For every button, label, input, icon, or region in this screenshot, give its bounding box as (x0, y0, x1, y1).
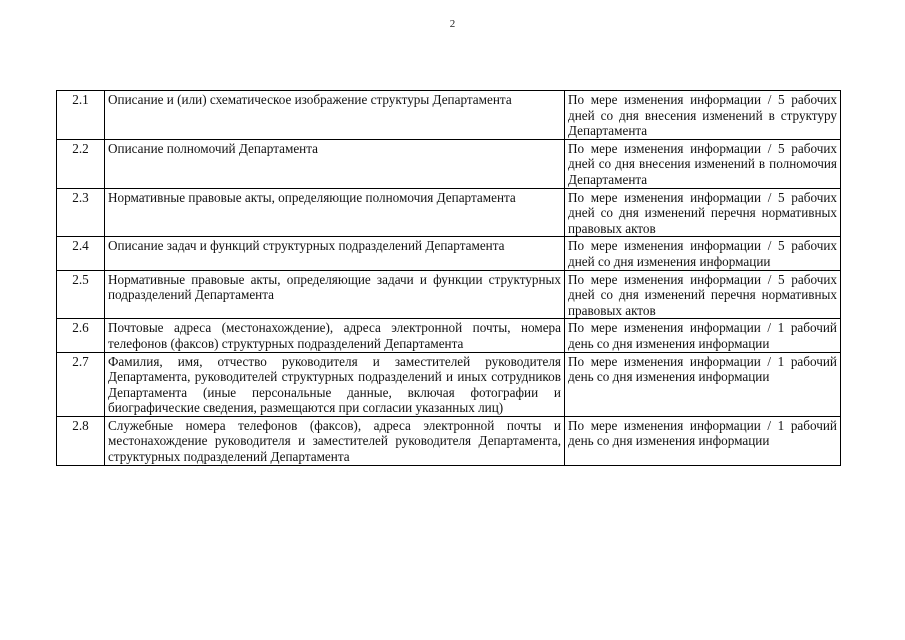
row-term: По мере изменения информации / 5 рабочих дней со дня изменений перечня нормативных правовых актов (565, 270, 841, 319)
page-number: 2 (449, 18, 456, 30)
row-term: По мере изменения информации / 5 рабочих дней со дня внесения изменений в структуру Департамента (565, 91, 841, 140)
row-number: 2.5 (57, 270, 105, 319)
table-row (57, 352, 841, 416)
row-description: Описание и (или) схематическое изображение структуры Департамента (105, 91, 565, 140)
row-term: По мере изменения информации / 1 рабочий день со дня изменения информации (565, 319, 841, 352)
row-description: Фамилия, имя, отчество руководителя и заместителей руководителя Департамента, руководителей структурных подразделений и иных сотрудников Департамента (иные персональные данные, включая фотографии и биографические сведения, размещаются при согласии указанных лиц) (105, 352, 565, 416)
row-number: 2.8 (57, 416, 105, 465)
row-term: По мере изменения информации / 5 рабочих дней со дня внесения изменений в полномочия Департамента (565, 139, 841, 188)
row-description: Описание задач и функций структурных подразделений Департамента (105, 237, 565, 270)
row-number: 2.7 (57, 352, 105, 416)
row-number: 2.1 (57, 91, 105, 140)
row-number: 2.6 (57, 319, 105, 352)
table-row (57, 319, 841, 352)
table-row (57, 416, 841, 465)
row-number: 2.3 (57, 188, 105, 237)
row-number: 2.4 (57, 237, 105, 270)
information-table (56, 90, 841, 466)
table-row (57, 270, 841, 319)
row-term: По мере изменения информации / 1 рабочий день со дня изменения информации (565, 352, 841, 416)
table-row (57, 91, 841, 140)
row-description: Нормативные правовые акты, определяющие задачи и функции структурных подразделений Департамента (105, 270, 565, 319)
row-description: Служебные номера телефонов (факсов), адреса электронной почты и местонахождение руководителя и заместителей руководителя Департамента, структурных подразделений Департамента (105, 416, 565, 465)
row-description: Описание полномочий Департамента (105, 139, 565, 188)
table-row (57, 188, 841, 237)
row-description: Нормативные правовые акты, определяющие полномочия Департамента (105, 188, 565, 237)
table-row (57, 139, 841, 188)
row-term: По мере изменения информации / 1 рабочий день со дня изменения информации (565, 416, 841, 465)
row-term: По мере изменения информации / 5 рабочих дней со дня изменений перечня нормативных правовых актов (565, 188, 841, 237)
row-number: 2.2 (57, 139, 105, 188)
row-term: По мере изменения информации / 5 рабочих дней со дня изменения информации (565, 237, 841, 270)
row-description: Почтовые адреса (местонахождение), адреса электронной почты, номера телефонов (факсов) структурных подразделений Департамента (105, 319, 565, 352)
table-row (57, 237, 841, 270)
